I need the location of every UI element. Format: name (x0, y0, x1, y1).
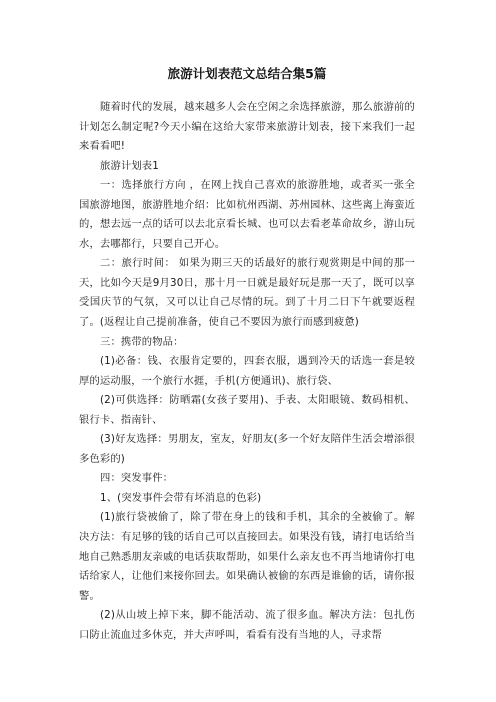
paragraph-items-optional: (2)可供选择：防晒霜(女孩子要用)、手表、太阳眼镜、数码相机、银行卡、指南针、 (79, 394, 415, 426)
paragraph-items-essential: (1)必备：钱、衣服肯定要的，四套衣服，遇到冷天的话选一套是较厚的运动服，一个旅行水捱，手机(方便通讯)、旅行袋、 (79, 355, 415, 387)
paragraph-emergency-note: 1、(突发事件会带有坏消息的色彩) (100, 491, 262, 504)
section-heading-plan-1: 旅游计划表1 (100, 159, 159, 172)
paragraph-items-heading: 三：携带的物品： (100, 335, 184, 348)
paragraph-intro: 随着时代的发展，越来越多人会在空闲之余选择旅游，那么旅游前的计划怎么制定呢?今天小编在这给大家带来旅游计划表，接下来我们一起来看看吧! (79, 101, 415, 153)
paragraph-items-companions: (3)好友选择：男朋友，室友，好朋友(多一个好友陪伴生活会增添很多色彩的) (79, 433, 415, 465)
page-title: 旅游计划表范文总结合集5篇 (167, 66, 327, 81)
paragraph-time: 二：旅行时间： 如果为期三天的话最好的旅行观赏期是中间的那一天，比如今天是9月30日，那十月一日就是最好玩是那一天了，既可以享受国庆节的气氛，又可以让自己尽情的玩。到了十月二日下午就要返程了。(返程让自己提前准备，使自己不要因为旅行而感到疲惫) (79, 257, 415, 329)
paragraph-emergency-theft: (1)旅行袋被偷了，除了带在身上的钱和手机，其余的全被偷了。解决方法：有足够的钱的话自己可以直接回去。如果没有钱，请打电话给当地自己熟悉朋友亲戚的电话获取帮助，如果什么亲友也不再当地请你打电话给家人，让他们来接你回去。如果确认被偷的东西是谁偷的话，请你报警。 (79, 511, 415, 602)
document-body (79, 98, 415, 645)
paragraph-emergency-heading: 四：突发事件： (100, 472, 174, 485)
paragraph-emergency-injury: (2)从山坡上掉下来，脚不能活动、流了很多血。解决方法：包扎伤口防止流血过多休克，并大声呼叫，看看有没有当地的人，寻求帮 (79, 609, 415, 641)
paragraph-direction: 一：选择旅行方向 ，在网上找自己喜欢的旅游胜地，或者买一张全国旅游地图，旅游胜地介绍：比如杭州西湖、苏州园林、这些离上海蛮近的，想去远一点的话可以去北京看长城、也可以去看老革命故乡，游山玩水，去哪都行，只要自己开心。 (79, 179, 415, 250)
